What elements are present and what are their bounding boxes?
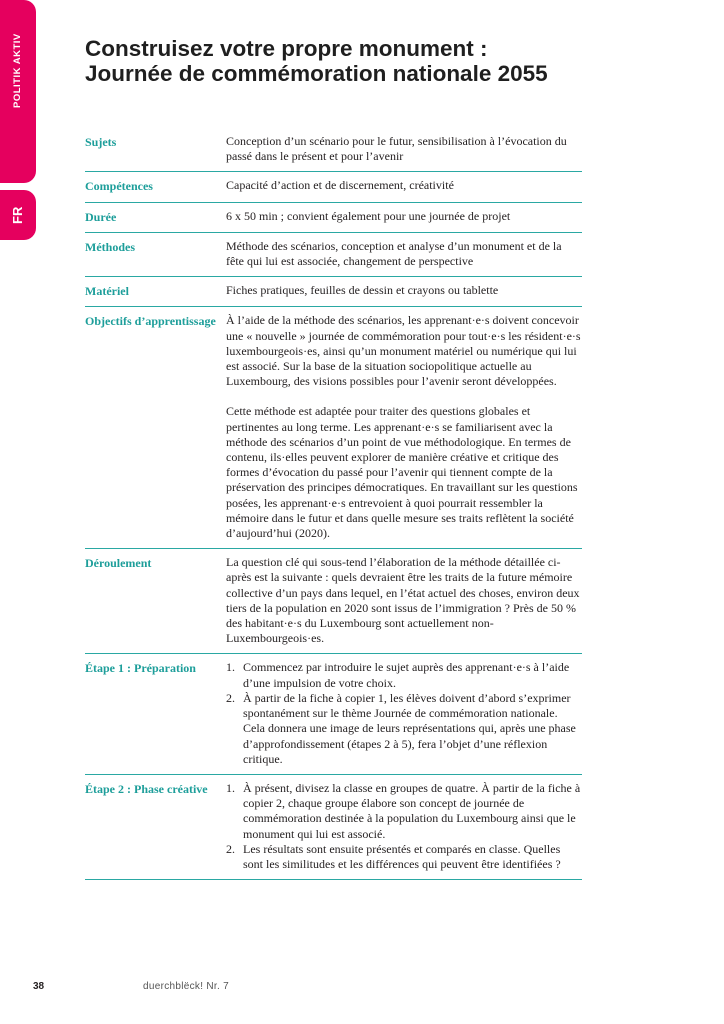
paragraph: 6 x 50 min ; convient également pour une journée de projet	[226, 208, 511, 223]
row-content	[226, 209, 582, 225]
page-title-line-1: Construisez votre propre monument :	[85, 36, 488, 61]
list-item-number: 2.	[226, 841, 235, 856]
row-content	[226, 660, 582, 766]
list-item	[226, 842, 582, 872]
list-item	[226, 660, 582, 690]
page-number: 38	[33, 981, 45, 992]
table-row	[85, 276, 582, 306]
publication-name: duerchblëck! Nr. 7	[143, 981, 229, 992]
paragraph: À l’aide de la méthode des scénarios, les apprenant·e·s doivent concevoir une « nouvelle » journée de commémoration pour tout·e·s les résident·e·s luxembourgeois·es, ainsi qu’un monument matériel ou numérique qui lui est associé. Sur la base de la situation sociopolitique actuelle au Luxembourg, des visions possibles pour l’avenir seront développées.	[226, 313, 581, 389]
info-table	[85, 128, 582, 880]
list-item-text: À présent, divisez la classe en groupes de quatre. À partir de la fiche à copier 2, chaque groupe élabore son concept de journée de commémoration destinée à la population du Luxembourg ainsi que le monument qui lui est associé.	[243, 780, 581, 841]
list-item-text: Les résultats sont ensuite présentés et comparés en classe. Quelles sont les similitudes et les différences qui peuvent être identifiées ?	[243, 841, 561, 871]
paragraph: Capacité d’action et de discernement, créativité	[226, 178, 454, 193]
row-content	[226, 313, 582, 541]
row-content	[226, 239, 582, 269]
row-label: Étape 2 : Phase créative	[85, 781, 208, 796]
row-content	[226, 283, 582, 299]
row-content	[226, 178, 582, 194]
row-content	[226, 781, 582, 872]
row-label: Compétences	[85, 179, 153, 194]
page-title	[85, 36, 605, 86]
row-content	[226, 134, 582, 164]
list-item	[226, 781, 582, 842]
table-row	[85, 128, 582, 171]
step-list	[226, 660, 582, 766]
paragraph: Conception d’un scénario pour le futur, sensibilisation à l’évocation du passé dans le présent et pour l’avenir	[226, 134, 567, 164]
list-item-text: À partir de la fiche à copier 1, les élèves doivent d’abord s’exprimer spontanément sur le thème Journée de commémoration nationale. Cela donnera une image de leurs représentations qui, après une phase d’approfondissement (étapes 2 à 5), fera l’objet d’une réflexion critique.	[243, 690, 576, 766]
table-row	[85, 548, 582, 653]
section-tab-label: POLITIK AKTIV	[12, 33, 23, 108]
table-row	[85, 232, 582, 276]
row-label: Méthodes	[85, 239, 135, 254]
list-item	[226, 691, 582, 767]
language-tab-label: FR	[10, 206, 25, 224]
row-label: Matériel	[85, 284, 129, 299]
table-row	[85, 171, 582, 201]
paragraph: Cette méthode est adaptée pour traiter des questions globales et pertinentes au long terme. Les apprenant·e·s se familiarisent avec la méthode des scénarios d’un point de vue méthodologique. En termes de contenu, ils·elles peuvent explorer de manière créative et critique des formes d’évocation du passé pour l’avenir qui tiennent compte de la préservation des principes démocratiques. En travaillant sur les questions posées, les apprenant·e·s entrevoient à quoi pourrait ressembler la mémoire dans le futur et dans quelle mesure ses traits reflètent la société d’aujourd’hui (2020).	[226, 404, 578, 541]
paragraph: La question clé qui sous-tend l’élaboration de la méthode détaillée ci-après est la suivante : quels devraient être les traits de la future mémoire collective d’un pays dans lequel, en l’état actuel des choses, environ deux tiers de la population en 2020 sont issus de l’immigration ? Près de 50 % des habitant·e·s du Luxembourg sont actuellement non-Luxembourgeois·es.	[226, 555, 580, 646]
list-item-text: Commencez par introduire le sujet auprès des apprenant·e·s à l’aide d’une impulsion de votre choix.	[243, 660, 570, 690]
table-row	[85, 202, 582, 232]
row-label: Objectifs d’apprentissage	[85, 314, 216, 329]
row-label: Déroulement	[85, 556, 152, 571]
row-label: Sujets	[85, 135, 117, 149]
paragraph: Fiches pratiques, feuilles de dessin et crayons ou tablette	[226, 283, 499, 298]
list-item-number: 1.	[226, 660, 235, 675]
page-title-line-2: Journée de commémoration nationale 2055	[85, 61, 548, 86]
table-row	[85, 653, 582, 773]
list-item-number: 1.	[226, 780, 235, 795]
row-label: Étape 1 : Préparation	[85, 661, 196, 676]
table-row	[85, 306, 582, 548]
list-item-number: 2.	[226, 690, 235, 705]
step-list	[226, 781, 582, 872]
row-content	[226, 555, 582, 646]
row-label: Durée	[85, 209, 117, 224]
table-row	[85, 774, 582, 879]
paragraph: Méthode des scénarios, conception et analyse d’un monument et de la fête qui lui est associée, changement de perspective	[226, 238, 562, 269]
